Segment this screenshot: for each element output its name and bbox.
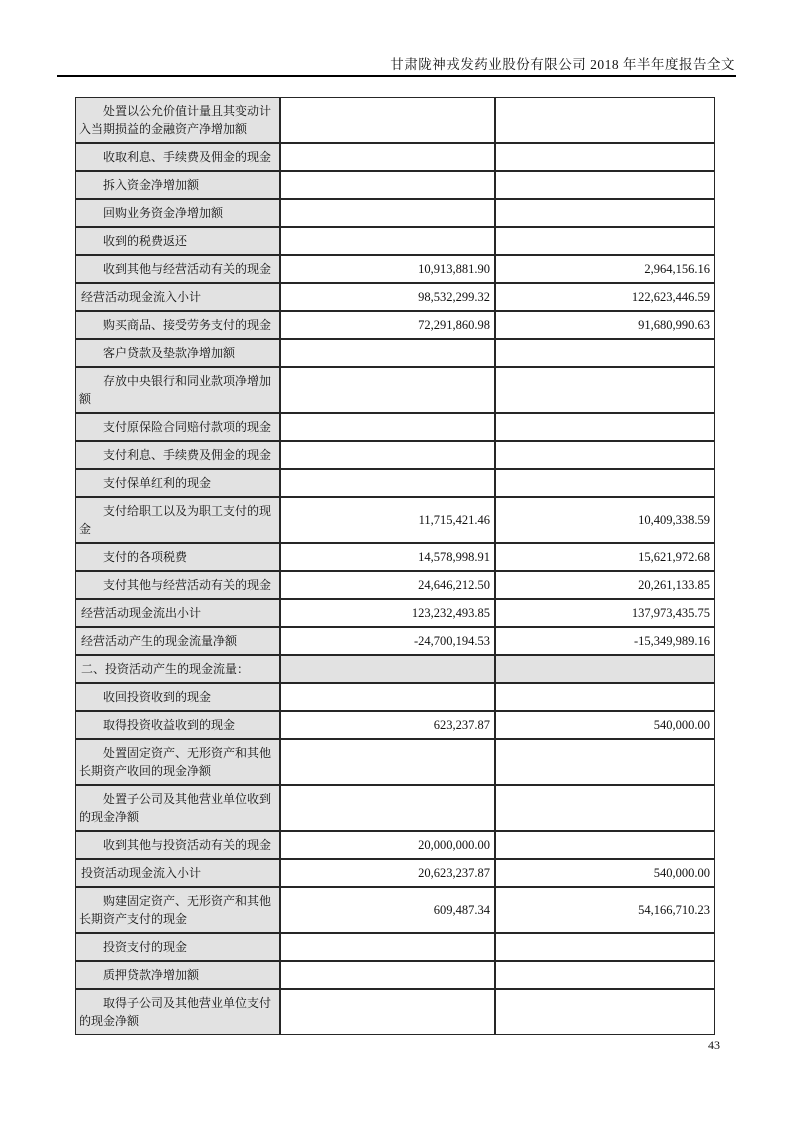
row-label-cell: 支付其他与经营活动有关的现金	[75, 571, 280, 599]
header-rule	[57, 75, 736, 77]
value-current-cell	[280, 469, 495, 497]
table-row	[75, 655, 715, 683]
row-label-cell: 存放中央银行和同业款项净增加额	[75, 367, 280, 413]
table-row	[75, 831, 715, 859]
row-label-cell: 处置固定资产、无形资产和其他长期资产收回的现金净额	[75, 739, 280, 785]
value-current-cell	[280, 97, 495, 143]
value-prior-cell: 54,166,710.23	[495, 887, 715, 933]
value-prior-cell	[495, 441, 715, 469]
value-current-cell	[280, 739, 495, 785]
value-prior-cell: 540,000.00	[495, 859, 715, 887]
value-prior-cell: 91,680,990.63	[495, 311, 715, 339]
row-label-cell: 支付给职工以及为职工支付的现金	[75, 497, 280, 543]
table-row	[75, 711, 715, 739]
value-current-cell	[280, 655, 495, 683]
value-prior-cell	[495, 785, 715, 831]
value-prior-cell	[495, 413, 715, 441]
value-prior-cell	[495, 739, 715, 785]
table-row	[75, 367, 715, 413]
row-label-cell: 取得投资收益收到的现金	[75, 711, 280, 739]
row-label-cell: 处置以公允价值计量且其变动计入当期损益的金融资产净增加额	[75, 97, 280, 143]
row-label-cell: 收回投资收到的现金	[75, 683, 280, 711]
value-prior-cell	[495, 469, 715, 497]
value-prior-cell	[495, 989, 715, 1035]
table-row	[75, 469, 715, 497]
table-row	[75, 887, 715, 933]
value-current-cell: 10,913,881.90	[280, 255, 495, 283]
value-prior-cell: 122,623,446.59	[495, 283, 715, 311]
value-prior-cell: 540,000.00	[495, 711, 715, 739]
value-prior-cell: 20,261,133.85	[495, 571, 715, 599]
row-label-cell: 经营活动现金流出小计	[75, 599, 280, 627]
value-current-cell	[280, 143, 495, 171]
page-number: 43	[708, 1038, 720, 1052]
value-prior-cell	[495, 655, 715, 683]
row-label-cell: 经营活动现金流入小计	[75, 283, 280, 311]
value-prior-cell	[495, 933, 715, 961]
value-current-cell: 609,487.34	[280, 887, 495, 933]
value-prior-cell	[495, 171, 715, 199]
value-current-cell	[280, 961, 495, 989]
row-label-cell: 回购业务资金净增加额	[75, 199, 280, 227]
row-label-cell: 取得子公司及其他营业单位支付的现金净额	[75, 989, 280, 1035]
value-current-cell: 24,646,212.50	[280, 571, 495, 599]
row-label-cell: 支付保单红利的现金	[75, 469, 280, 497]
value-current-cell: 72,291,860.98	[280, 311, 495, 339]
table-row	[75, 441, 715, 469]
value-current-cell	[280, 683, 495, 711]
value-prior-cell: -15,349,989.16	[495, 627, 715, 655]
row-label-cell: 投资活动现金流入小计	[75, 859, 280, 887]
value-current-cell	[280, 413, 495, 441]
row-label-cell: 经营活动产生的现金流量净额	[75, 627, 280, 655]
table-row	[75, 989, 715, 1035]
report-header: 甘肃陇神戎发药业股份有限公司 2018 年半年度报告全文	[390, 57, 735, 72]
value-current-cell: 20,000,000.00	[280, 831, 495, 859]
table-row	[75, 543, 715, 571]
table-row	[75, 413, 715, 441]
value-current-cell: 20,623,237.87	[280, 859, 495, 887]
value-current-cell: 14,578,998.91	[280, 543, 495, 571]
value-current-cell: -24,700,194.53	[280, 627, 495, 655]
table-row	[75, 497, 715, 543]
row-label-cell: 收到的税费返还	[75, 227, 280, 255]
table-row	[75, 785, 715, 831]
row-label-cell: 购建固定资产、无形资产和其他长期资产支付的现金	[75, 887, 280, 933]
value-prior-cell	[495, 961, 715, 989]
value-prior-cell	[495, 199, 715, 227]
value-current-cell	[280, 785, 495, 831]
value-prior-cell: 10,409,338.59	[495, 497, 715, 543]
cashflow-table	[75, 97, 715, 1035]
table-row	[75, 739, 715, 785]
row-label-cell: 投资支付的现金	[75, 933, 280, 961]
table-row	[75, 199, 715, 227]
value-prior-cell: 137,973,435.75	[495, 599, 715, 627]
row-label-cell: 收到其他与投资活动有关的现金	[75, 831, 280, 859]
row-label-cell: 拆入资金净增加额	[75, 171, 280, 199]
value-prior-cell: 15,621,972.68	[495, 543, 715, 571]
table-row	[75, 933, 715, 961]
table-row	[75, 97, 715, 143]
row-label-cell: 收取利息、手续费及佣金的现金	[75, 143, 280, 171]
value-current-cell	[280, 367, 495, 413]
row-label-cell: 支付利息、手续费及佣金的现金	[75, 441, 280, 469]
table-row	[75, 627, 715, 655]
table-row	[75, 227, 715, 255]
value-current-cell: 623,237.87	[280, 711, 495, 739]
value-current-cell: 98,532,299.32	[280, 283, 495, 311]
row-label-cell: 处置子公司及其他营业单位收到的现金净额	[75, 785, 280, 831]
value-prior-cell	[495, 339, 715, 367]
table-row	[75, 859, 715, 887]
value-prior-cell	[495, 227, 715, 255]
table-row	[75, 283, 715, 311]
value-prior-cell	[495, 97, 715, 143]
cashflow-table-body	[75, 97, 715, 1035]
row-label-cell: 购买商品、接受劳务支付的现金	[75, 311, 280, 339]
table-row	[75, 683, 715, 711]
row-label-cell: 收到其他与经营活动有关的现金	[75, 255, 280, 283]
table-row	[75, 961, 715, 989]
value-prior-cell	[495, 367, 715, 413]
table-row	[75, 171, 715, 199]
value-current-cell	[280, 339, 495, 367]
row-label-cell: 支付原保险合同赔付款项的现金	[75, 413, 280, 441]
table-row	[75, 571, 715, 599]
value-prior-cell: 2,964,156.16	[495, 255, 715, 283]
row-label-cell: 二、投资活动产生的现金流量：	[75, 655, 280, 683]
value-current-cell	[280, 227, 495, 255]
table-row	[75, 311, 715, 339]
value-prior-cell	[495, 143, 715, 171]
value-current-cell: 123,232,493.85	[280, 599, 495, 627]
value-current-cell	[280, 199, 495, 227]
table-row	[75, 255, 715, 283]
value-current-cell	[280, 989, 495, 1035]
value-current-cell	[280, 933, 495, 961]
table-row	[75, 339, 715, 367]
table-row	[75, 599, 715, 627]
table-row	[75, 143, 715, 171]
value-prior-cell	[495, 683, 715, 711]
value-prior-cell	[495, 831, 715, 859]
value-current-cell	[280, 441, 495, 469]
row-label-cell: 客户贷款及垫款净增加额	[75, 339, 280, 367]
value-current-cell: 11,715,421.46	[280, 497, 495, 543]
row-label-cell: 支付的各项税费	[75, 543, 280, 571]
row-label-cell: 质押贷款净增加额	[75, 961, 280, 989]
value-current-cell	[280, 171, 495, 199]
